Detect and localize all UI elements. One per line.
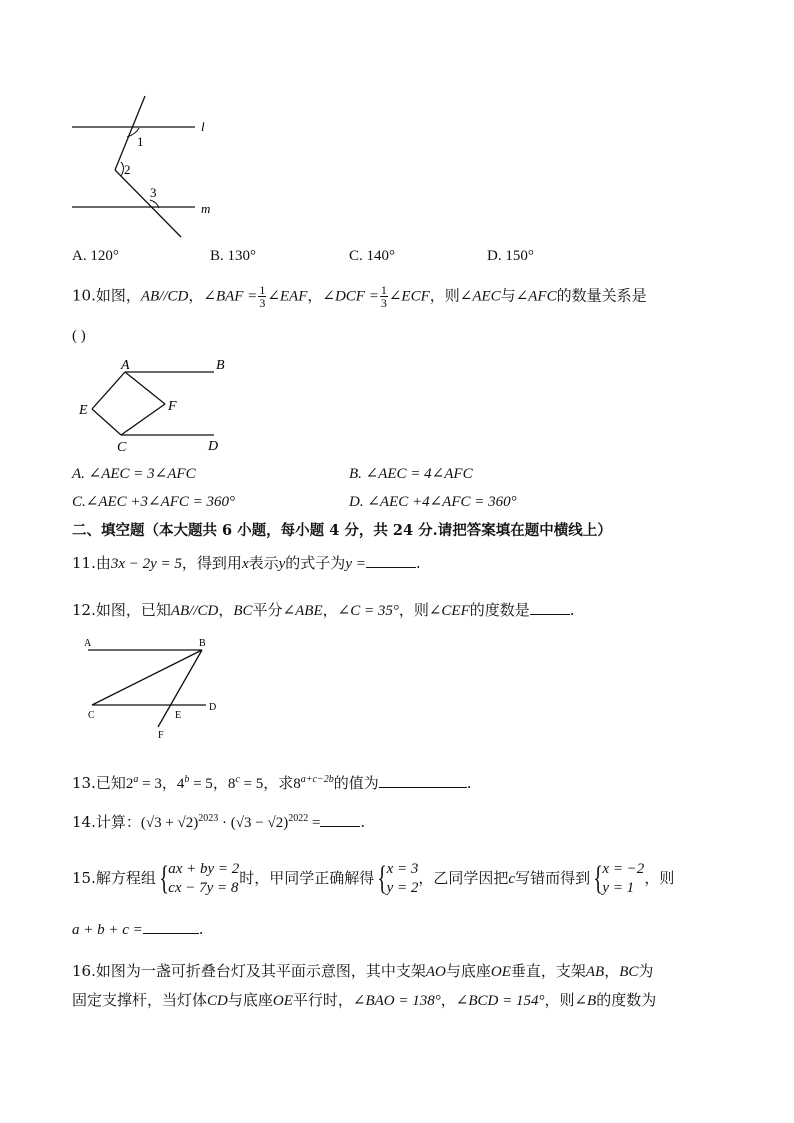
svg-text:F: F bbox=[158, 730, 164, 740]
q12-text: 12.如图，已知AB//CD，BC平分∠ABE，∠C = 35°，则∠CEF的度数是 . bbox=[72, 601, 575, 619]
q15-answer-blank bbox=[143, 919, 199, 934]
q10-stem: 10.如图，AB//CD，∠BAF = $\frac{1}{3}$ ∠EAF，∠DCF = $\frac{1}{3}$ ∠ECF，则∠AEC与∠AFC的数量关系是 bbox=[72, 283, 647, 310]
q15-line2: a + b + c = . bbox=[72, 920, 204, 938]
svg-text:B: B bbox=[199, 638, 206, 649]
label-l: l bbox=[201, 119, 205, 134]
svg-text:A: A bbox=[121, 358, 130, 373]
q14-text: 14.计算：$(√3 + √2)^{2023} \cdot (√3 - √2)^{2022}$ = . bbox=[72, 813, 366, 831]
svg-text:C: C bbox=[88, 710, 95, 721]
q15-text: 15.解方程组{ ax + by = 2 cx − 7y = 8 时，甲同学正确解得{ x = 3 y = 2 ，乙同学因把c写错而得到{ x = −2 y = 1 ，则 bbox=[72, 860, 675, 897]
q12-figure bbox=[78, 634, 228, 740]
label-angle-3: 3 bbox=[150, 185, 157, 200]
label-angle-2: 2 bbox=[124, 162, 131, 177]
svg-text:E: E bbox=[175, 710, 182, 721]
q10-option-c: C.∠AEC +3∠AFC = 360° bbox=[72, 494, 236, 510]
q9-figure bbox=[60, 90, 230, 240]
q9-option-c: C. 140° bbox=[349, 248, 396, 264]
transversal-lower bbox=[115, 170, 181, 237]
q9-option-d: D. 150° bbox=[487, 248, 534, 264]
q11-answer-blank bbox=[366, 553, 416, 568]
svg-text:B: B bbox=[216, 358, 225, 373]
q14-answer-blank bbox=[320, 812, 360, 827]
q16-line1: 16.如图为一盏可折叠台灯及其平面示意图，其中支架AO与底座OE垂直，支架AB，BC为 bbox=[72, 962, 654, 980]
q12-answer-blank bbox=[530, 600, 570, 615]
label-angle-1: 1 bbox=[137, 134, 144, 149]
q10-option-d: D. ∠AEC +4∠AFC = 360° bbox=[349, 494, 517, 510]
q13-answer-blank bbox=[379, 773, 467, 788]
svg-text:F: F bbox=[168, 399, 177, 414]
label-m: m bbox=[201, 201, 211, 216]
q10-option-b: B. ∠AEC = 4∠AFC bbox=[349, 466, 473, 482]
q9-option-b: B. 130° bbox=[210, 248, 257, 264]
q13-text: 13.已知$2^a = 3$，$4^b = 5$，$8^c = 5$，求$8^{a+c-2b}$的值为 . bbox=[72, 774, 472, 792]
svg-text:D: D bbox=[209, 702, 217, 713]
svg-text:A: A bbox=[84, 638, 92, 649]
svg-text:E: E bbox=[79, 403, 88, 418]
svg-text:C: C bbox=[117, 440, 127, 455]
q10-option-a: A. ∠AEC = 3∠AFC bbox=[72, 466, 196, 482]
q11-text: 11.由3x − 2y = 5，得到用x表示y的式子为y = . bbox=[72, 554, 421, 572]
q16-line2: 固定支撑杆，当灯体CD与底座OE平行时，∠BAO = 138°，∠BCD = 154°，则∠B的度数为 bbox=[72, 991, 657, 1009]
q9-option-a: A. 120° bbox=[72, 248, 119, 264]
q10-answer-paren: ( ) bbox=[72, 328, 86, 344]
svg-text:D: D bbox=[208, 439, 219, 454]
section-2-title: 二、填空题（本大题共 6 小题，每小题 4 分，共 24 分.请把答案填在题中横线上） bbox=[72, 522, 612, 539]
q10-figure bbox=[72, 352, 242, 456]
transversal-upper bbox=[115, 96, 145, 170]
